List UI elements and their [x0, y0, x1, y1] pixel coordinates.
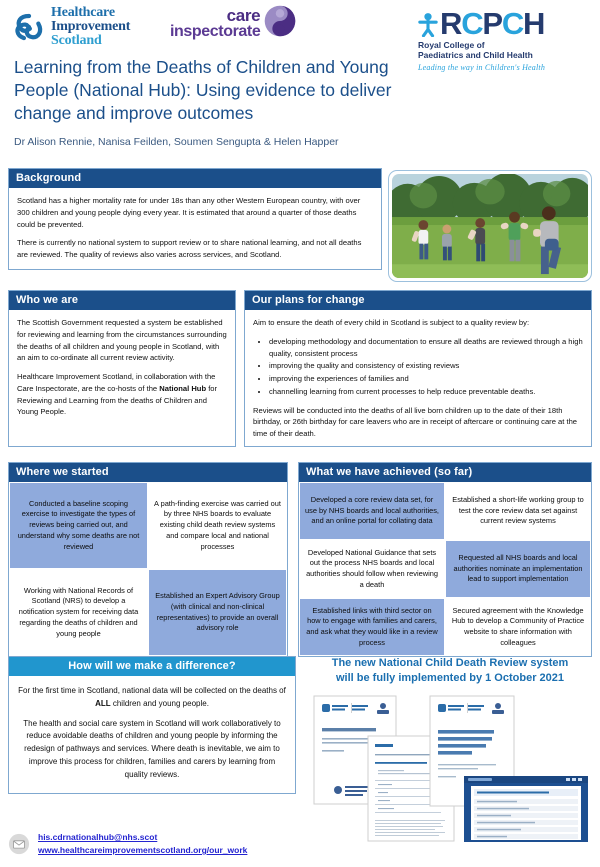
table-row: A path-finding exercise was carried out by three NHS boards to evaluate existing child death review systems and compare local and national processes [148, 482, 287, 569]
who-we-are-body [9, 310, 235, 426]
our-plans-body [245, 310, 591, 448]
poster-header [8, 0, 592, 160]
where-we-started-heading: Where we started [9, 463, 287, 482]
email-link[interactable]: his.cdrnationalhub@nhs.scot [38, 832, 158, 842]
rcpch-tagline: Leading the way in Children's Health [418, 62, 546, 72]
background-section [8, 168, 382, 270]
children-running-photo [392, 174, 588, 278]
list-item: • improving the experiences of families and [269, 373, 583, 385]
care-inspectorate-logo [170, 4, 297, 39]
contact-footer [8, 832, 247, 855]
row-background [8, 168, 592, 286]
who-we-are-section [8, 290, 236, 447]
background-body [9, 188, 381, 269]
logo-row [8, 0, 592, 72]
rcpch-letter-r: R [440, 6, 462, 41]
rcpch-letter-c1: C [461, 6, 483, 41]
contact-links [38, 832, 247, 855]
table-row: Established links with third sector on how to engage with families and carers, and ask what they would like in a review process [299, 598, 445, 656]
what-we-have-achieved-grid [299, 482, 591, 656]
who-paragraph-2-post: for Reviewing and Learning from the deaths of Children and Young People. [17, 383, 218, 417]
rcpch-letter-h: H [523, 6, 545, 41]
where-we-started-section [8, 462, 288, 657]
table-row: Secured agreement with the Knowledge Hub to develop a Community of Practice website to share information with colleagues [445, 598, 591, 656]
documents-title-line-2: will be fully implemented by 1 October 2021 [335, 671, 564, 684]
photo-illustration [392, 174, 588, 278]
our-plans-closing: Reviews will be conducted into the deaths of all live born children up to the date of their 18th birthday, or 26th birthday for care leavers who are in receipt of aftercare or continuing care at the time of their death. [253, 405, 578, 439]
our-plans-bullet-list [253, 336, 583, 398]
online-portal-screenshot-thumbnail [464, 776, 588, 842]
care-line-2: inspectorate [170, 22, 261, 40]
list-item: • channelling learning from current processes to help reduce preventable deaths. [269, 386, 583, 398]
difference-heading: How will we make a difference? [9, 657, 295, 676]
author-list: Dr Alison Rennie, Nanisa Feilden, Soumen Sengupta & Helen Happer [14, 136, 339, 148]
children-running-photo-frame [388, 170, 592, 282]
care-line-1: care [226, 5, 261, 25]
our-plans-heading: Our plans for change [245, 291, 591, 310]
rcpch-acronym [440, 8, 544, 39]
background-paragraph-2: There is currently no national system to support review or to share national learning, and not all deaths are reviewed. The quality of reviews also varies across services, and Scotland. [17, 238, 362, 260]
rcpch-subtitle-line-2: Paediatrics and Child Health [418, 49, 533, 60]
documents-title-line-1: The new National Child Death Review system [331, 657, 569, 669]
table-row: Developed a core review data set, for use by NHS boards and local authorities, and an online portal for collating data [299, 482, 445, 540]
what-we-have-achieved-heading: What we have achieved (so far) [299, 463, 591, 482]
rcpch-letter-p: P [482, 6, 502, 41]
difference-paragraph-1-pre: For the first time in Scotland, national data will be collected on the deaths of [18, 686, 286, 695]
table-row: Requested all NHS boards and local authorities nominate an implementation lead to support implementation [445, 540, 591, 598]
table-row: Conducted a baseline scoping exercise to investigate the types of reviews being carried out, and understand why some deaths are not reviewed [9, 482, 148, 569]
list-item: • developing methodology and documentation to ensure all deaths are reviewed through a high quality, consistent process [269, 336, 583, 360]
his-line-2: Improvement [51, 19, 131, 34]
difference-body [9, 676, 295, 793]
document-thumbnails [308, 692, 592, 842]
documents-title [308, 656, 592, 686]
who-we-are-heading: Who we are [9, 291, 235, 310]
what-we-have-achieved-section [298, 462, 592, 657]
envelope-icon [8, 833, 30, 855]
his-wordmark [51, 6, 130, 48]
care-swirl-icon [263, 4, 297, 38]
list-item: • improving the quality and consistency of existing reviews [269, 360, 583, 372]
his-line-3: Scotland [51, 33, 102, 48]
background-heading: Background [9, 169, 381, 188]
table-row: Working with National Records of Scotland (NRS) to develop a notification system for receiving data regarding the deaths of children and young people [9, 569, 148, 656]
his-line-1: Healthcare [51, 5, 115, 20]
difference-paragraph-1-bold: ALL [95, 698, 111, 708]
who-paragraph-2-pre: Healthcare Improvement Scotland, in collaboration with the Care Inspectorate, are the co-hosts of the [17, 372, 216, 393]
table-row: Developed National Guidance that sets out the process NHS boards and local authorities should follow when reviewing a death [299, 540, 445, 598]
care-wordmark [170, 5, 261, 40]
healthcare-improvement-scotland-logo [12, 6, 130, 48]
his-knot-icon [12, 10, 46, 44]
table-row: Established an Expert Advisory Group (with clinical and non-clinical representatives) to provide an overall advisory role [148, 569, 287, 656]
who-we-are-paragraph-1: The Scottish Government requested a system be established for reviewing and learning from the circumstances surrounding the deaths of all children and young people in Scotland, with an aim to co-ordinate all current review activity. [17, 318, 227, 363]
where-we-started-grid [9, 482, 287, 656]
rcpch-subtitle-line-1: Royal College of [418, 40, 485, 50]
page-title: Learning from the Deaths of Children and Young People (National Hub): Using evidence to deliver change and improve outcomes [14, 57, 392, 124]
background-paragraph-1: Scotland has a higher mortality rate for under 18s than any other Western European country, with over 300 children and young people dying every year. It is estimated that around a quarter of those deaths could be prevented. [17, 196, 361, 229]
our-plans-for-change-section [244, 290, 592, 447]
document-thumbnails-illustration [308, 692, 592, 842]
difference-paragraph-1-post: children and young people. [110, 698, 209, 708]
rcpch-wordmark [418, 8, 586, 39]
rcpch-logo [418, 8, 586, 72]
website-link[interactable]: www.healthcareimprovementscotland.org/our_work [38, 845, 248, 855]
how-will-we-make-a-difference-section [8, 656, 296, 794]
documents-panel [308, 656, 592, 842]
rcpch-letter-c2: C [501, 6, 524, 41]
our-plans-intro: Aim to ensure the death of every child in Scotland is subject to a quality review by: [253, 318, 530, 327]
rcpch-subtitle [418, 41, 586, 61]
rcpch-person-icon [418, 11, 438, 37]
who-paragraph-2-bold: National Hub [159, 383, 207, 393]
who-we-are-paragraph-2 [17, 371, 227, 418]
table-row: Established a short-life working group to test the core review data set against current review systems [445, 482, 591, 540]
difference-paragraph-1 [18, 685, 286, 711]
difference-paragraph-2: The health and social care system in Scotland will work collaboratively to reduce avoidable deaths of children and young people by informing the redesign of pathways and services. Where death is inevitable, we aim to improve this process for children, families and carers by learning from quality reviews. [23, 718, 281, 779]
